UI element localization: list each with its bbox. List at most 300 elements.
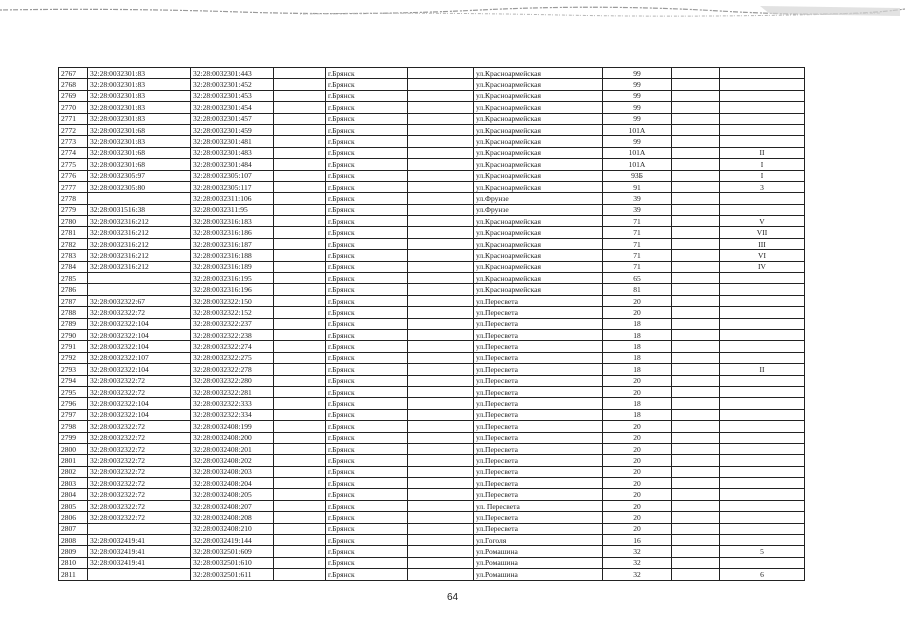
cell-row-number: 2772 [59, 124, 88, 135]
cell-row-number: 2789 [59, 318, 88, 329]
cell-street: ул.Пересвета [474, 329, 603, 340]
cell-street: ул.Пересвета [474, 341, 603, 352]
cell-row-number: 2768 [59, 79, 88, 90]
cell-house-number: 20 [603, 466, 672, 477]
cell-house-number: 65 [603, 273, 672, 284]
cell-blank-col-9 [672, 79, 720, 90]
cell-parcel-cadastral-number: 32:28:0032322:72 [88, 466, 191, 477]
table-row [59, 216, 805, 227]
cell-parcel-cadastral-number: 32:28:0032316:212 [88, 227, 191, 238]
cell-apartment [720, 102, 805, 113]
cell-parcel-cadastral-number: 32:28:0032419:41 [88, 546, 191, 557]
cell-apartment: I [720, 159, 805, 170]
cell-house-number: 16 [603, 535, 672, 546]
cell-object-cadastral-number: 32:28:0032501:610 [191, 557, 274, 568]
cell-apartment [720, 421, 805, 432]
cell-blank-col-6 [408, 124, 474, 135]
cell-blank-col-9 [672, 113, 720, 124]
cell-parcel-cadastral-number: 32:28:0032419:41 [88, 535, 191, 546]
cell-street: ул.Красноармейская [474, 79, 603, 90]
cell-blank-col-6 [408, 329, 474, 340]
cell-city: г.Брянск [326, 102, 408, 113]
cell-house-number: 93Б [603, 170, 672, 181]
cell-object-cadastral-number: 32:28:0032501:609 [191, 546, 274, 557]
cell-city: г.Брянск [326, 124, 408, 135]
cell-house-number: 71 [603, 227, 672, 238]
cell-apartment: I [720, 170, 805, 181]
cell-row-number: 2794 [59, 375, 88, 386]
cell-blank-col-6 [408, 398, 474, 409]
cell-blank-col-9 [672, 535, 720, 546]
cell-city: г.Брянск [326, 307, 408, 318]
cell-house-number: 20 [603, 523, 672, 534]
cell-object-cadastral-number: 32:28:0032305:107 [191, 170, 274, 181]
cell-blank-col-4 [274, 318, 326, 329]
cell-row-number: 2770 [59, 102, 88, 113]
cell-city: г.Брянск [326, 546, 408, 557]
cell-house-number: 32 [603, 557, 672, 568]
cell-parcel-cadastral-number: 32:28:0032301:83 [88, 113, 191, 124]
cell-blank-col-9 [672, 512, 720, 523]
cell-blank-col-4 [274, 159, 326, 170]
cell-blank-col-6 [408, 68, 474, 79]
cell-parcel-cadastral-number: 32:28:0032316:212 [88, 216, 191, 227]
table-row [59, 307, 805, 318]
page-number: 64 [446, 592, 459, 603]
table-row [59, 398, 805, 409]
cell-blank-col-4 [274, 421, 326, 432]
cell-blank-col-9 [672, 136, 720, 147]
cell-blank-col-9 [672, 295, 720, 306]
cell-house-number: 71 [603, 216, 672, 227]
cell-apartment [720, 489, 805, 500]
cell-row-number: 2791 [59, 341, 88, 352]
cell-house-number: 32 [603, 546, 672, 557]
cell-apartment [720, 535, 805, 546]
cell-house-number: 18 [603, 318, 672, 329]
cell-city: г.Брянск [326, 535, 408, 546]
cell-object-cadastral-number: 32:28:0032305:117 [191, 181, 274, 192]
cell-house-number: 18 [603, 352, 672, 363]
cell-house-number: 39 [603, 193, 672, 204]
cell-object-cadastral-number: 32:28:0032316:196 [191, 284, 274, 295]
cell-blank-col-9 [672, 216, 720, 227]
cell-city: г.Брянск [326, 386, 408, 397]
cell-blank-col-9 [672, 557, 720, 568]
cell-apartment [720, 466, 805, 477]
cell-row-number: 2810 [59, 557, 88, 568]
table-row [59, 500, 805, 511]
cell-row-number: 2769 [59, 90, 88, 101]
table-row [59, 364, 805, 375]
cell-house-number: 20 [603, 375, 672, 386]
table-row [59, 535, 805, 546]
cell-house-number: 71 [603, 238, 672, 249]
cell-city: г.Брянск [326, 193, 408, 204]
cell-blank-col-6 [408, 341, 474, 352]
table-row [59, 466, 805, 477]
cell-object-cadastral-number: 32:28:0032301:454 [191, 102, 274, 113]
cell-blank-col-6 [408, 204, 474, 215]
cell-house-number: 32 [603, 569, 672, 580]
cell-city: г.Брянск [326, 318, 408, 329]
cell-blank-col-9 [672, 386, 720, 397]
table-row [59, 102, 805, 113]
cell-object-cadastral-number: 32:28:0032301:481 [191, 136, 274, 147]
cell-blank-col-9 [672, 443, 720, 454]
cell-parcel-cadastral-number [88, 523, 191, 534]
cell-house-number: 20 [603, 500, 672, 511]
table-row [59, 273, 805, 284]
cell-row-number: 2782 [59, 238, 88, 249]
cell-street: ул.Пересвета [474, 489, 603, 500]
cell-blank-col-9 [672, 68, 720, 79]
cell-blank-col-9 [672, 227, 720, 238]
cell-blank-col-9 [672, 273, 720, 284]
cell-house-number: 20 [603, 455, 672, 466]
cell-city: г.Брянск [326, 284, 408, 295]
cell-parcel-cadastral-number: 32:28:0032322:104 [88, 341, 191, 352]
cell-city: г.Брянск [326, 569, 408, 580]
cell-blank-col-4 [274, 147, 326, 158]
cell-blank-col-4 [274, 432, 326, 443]
table-row [59, 147, 805, 158]
cell-blank-col-4 [274, 102, 326, 113]
cell-blank-col-6 [408, 159, 474, 170]
cell-parcel-cadastral-number: 32:28:0032301:68 [88, 159, 191, 170]
cell-blank-col-6 [408, 307, 474, 318]
cell-street: ул.Пересвета [474, 523, 603, 534]
cell-blank-col-6 [408, 113, 474, 124]
cell-house-number: 20 [603, 307, 672, 318]
cell-city: г.Брянск [326, 341, 408, 352]
cell-blank-col-9 [672, 147, 720, 158]
table-row [59, 68, 805, 79]
property-registry-table [58, 67, 805, 581]
cell-parcel-cadastral-number: 32:28:0032305:80 [88, 181, 191, 192]
cell-street: ул.Пересвета [474, 409, 603, 420]
cell-blank-col-4 [274, 79, 326, 90]
cell-blank-col-6 [408, 136, 474, 147]
cell-blank-col-4 [274, 273, 326, 284]
cell-blank-col-6 [408, 443, 474, 454]
cell-street: ул.Фрунзе [474, 193, 603, 204]
cell-blank-col-9 [672, 250, 720, 261]
cell-blank-col-4 [274, 443, 326, 454]
cell-blank-col-6 [408, 250, 474, 261]
cell-blank-col-9 [672, 398, 720, 409]
table-row [59, 90, 805, 101]
cell-city: г.Брянск [326, 295, 408, 306]
cell-row-number: 2797 [59, 409, 88, 420]
cell-blank-col-4 [274, 307, 326, 318]
cell-row-number: 2800 [59, 443, 88, 454]
cell-row-number: 2777 [59, 181, 88, 192]
cell-row-number: 2792 [59, 352, 88, 363]
cell-object-cadastral-number: 32:28:0032301:443 [191, 68, 274, 79]
table-row [59, 352, 805, 363]
cell-city: г.Брянск [326, 216, 408, 227]
cell-blank-col-6 [408, 409, 474, 420]
cell-object-cadastral-number: 32:28:0032408:203 [191, 466, 274, 477]
cell-apartment [720, 273, 805, 284]
cell-row-number: 2781 [59, 227, 88, 238]
cell-street: ул.Красноармейская [474, 159, 603, 170]
cell-apartment [720, 478, 805, 489]
cell-street: ул.Пересвета [474, 386, 603, 397]
cell-street: ул.Ромашина [474, 557, 603, 568]
cell-parcel-cadastral-number: 32:28:0032322:104 [88, 398, 191, 409]
cell-blank-col-4 [274, 90, 326, 101]
cell-street: ул.Пересвета [474, 512, 603, 523]
cell-street: ул.Пересвета [474, 352, 603, 363]
table-row [59, 204, 805, 215]
cell-city: г.Брянск [326, 478, 408, 489]
cell-blank-col-6 [408, 284, 474, 295]
cell-house-number: 20 [603, 295, 672, 306]
cell-house-number: 18 [603, 329, 672, 340]
cell-blank-col-4 [274, 124, 326, 135]
cell-row-number: 2808 [59, 535, 88, 546]
cell-row-number: 2787 [59, 295, 88, 306]
table-row [59, 250, 805, 261]
cell-blank-col-9 [672, 341, 720, 352]
cell-object-cadastral-number: 32:28:0032408:207 [191, 500, 274, 511]
cell-parcel-cadastral-number: 32:28:0032322:104 [88, 318, 191, 329]
cell-parcel-cadastral-number: 32:28:0032322:104 [88, 364, 191, 375]
cell-row-number: 2803 [59, 478, 88, 489]
cell-apartment [720, 523, 805, 534]
cell-blank-col-4 [274, 250, 326, 261]
cell-blank-col-9 [672, 489, 720, 500]
cell-object-cadastral-number: 32:28:0032316:186 [191, 227, 274, 238]
cell-parcel-cadastral-number: 32:28:0032322:72 [88, 386, 191, 397]
cell-object-cadastral-number: 32:28:0032322:274 [191, 341, 274, 352]
cell-blank-col-9 [672, 375, 720, 386]
cell-house-number: 20 [603, 478, 672, 489]
cell-city: г.Брянск [326, 329, 408, 340]
cell-blank-col-4 [274, 375, 326, 386]
cell-object-cadastral-number: 32:28:0032316:189 [191, 261, 274, 272]
cell-house-number: 101А [603, 124, 672, 135]
cell-parcel-cadastral-number: 32:28:0032316:212 [88, 250, 191, 261]
cell-row-number: 2771 [59, 113, 88, 124]
cell-apartment [720, 455, 805, 466]
cell-blank-col-4 [274, 329, 326, 340]
table-row [59, 227, 805, 238]
cell-city: г.Брянск [326, 500, 408, 511]
cell-row-number: 2795 [59, 386, 88, 397]
cell-blank-col-9 [672, 170, 720, 181]
cell-house-number: 99 [603, 113, 672, 124]
cell-row-number: 2799 [59, 432, 88, 443]
cell-city: г.Брянск [326, 523, 408, 534]
table-row [59, 386, 805, 397]
table-row [59, 79, 805, 90]
cell-apartment: 5 [720, 546, 805, 557]
cell-object-cadastral-number: 32:28:0032301:483 [191, 147, 274, 158]
cell-blank-col-4 [274, 557, 326, 568]
cell-house-number: 99 [603, 90, 672, 101]
cell-street: ул.Пересвета [474, 443, 603, 454]
cell-parcel-cadastral-number: 32:28:0032322:72 [88, 375, 191, 386]
cell-blank-col-6 [408, 489, 474, 500]
cell-apartment [720, 68, 805, 79]
cell-parcel-cadastral-number: 32:28:0032301:83 [88, 79, 191, 90]
cell-object-cadastral-number: 32:28:0032408:210 [191, 523, 274, 534]
cell-house-number: 20 [603, 489, 672, 500]
cell-blank-col-4 [274, 535, 326, 546]
table-row [59, 569, 805, 580]
cell-row-number: 2802 [59, 466, 88, 477]
cell-blank-col-6 [408, 466, 474, 477]
cell-city: г.Брянск [326, 489, 408, 500]
cell-object-cadastral-number: 32:28:0032301:459 [191, 124, 274, 135]
cell-house-number: 101А [603, 159, 672, 170]
cell-blank-col-4 [274, 238, 326, 249]
cell-street: ул.Красноармейская [474, 113, 603, 124]
cell-object-cadastral-number: 32:28:0032322:237 [191, 318, 274, 329]
cell-apartment [720, 329, 805, 340]
cell-parcel-cadastral-number: 32:28:0032322:67 [88, 295, 191, 306]
cell-city: г.Брянск [326, 375, 408, 386]
cell-blank-col-6 [408, 261, 474, 272]
cell-blank-col-9 [672, 124, 720, 135]
cell-object-cadastral-number: 32:28:0032311:95 [191, 204, 274, 215]
cell-house-number: 18 [603, 409, 672, 420]
cell-blank-col-4 [274, 193, 326, 204]
cell-parcel-cadastral-number: 32:28:0032322:72 [88, 512, 191, 523]
cell-blank-col-4 [274, 204, 326, 215]
cell-blank-col-6 [408, 90, 474, 101]
cell-house-number: 99 [603, 79, 672, 90]
cell-parcel-cadastral-number: 32:28:0032322:104 [88, 409, 191, 420]
cell-blank-col-4 [274, 546, 326, 557]
cell-parcel-cadastral-number: 32:28:0032322:72 [88, 307, 191, 318]
table-row [59, 193, 805, 204]
cell-parcel-cadastral-number [88, 569, 191, 580]
cell-house-number: 18 [603, 341, 672, 352]
cell-blank-col-9 [672, 90, 720, 101]
cell-parcel-cadastral-number: 32:28:0032419:41 [88, 557, 191, 568]
cell-object-cadastral-number: 32:28:0032322:152 [191, 307, 274, 318]
cell-blank-col-6 [408, 216, 474, 227]
table-row [59, 170, 805, 181]
cell-blank-col-4 [274, 352, 326, 363]
cell-blank-col-6 [408, 535, 474, 546]
cell-object-cadastral-number: 32:28:0032408:202 [191, 455, 274, 466]
cell-house-number: 99 [603, 68, 672, 79]
table-row [59, 261, 805, 272]
cell-apartment: III [720, 238, 805, 249]
cell-blank-col-4 [274, 216, 326, 227]
cell-street: ул.Гоголя [474, 535, 603, 546]
cell-object-cadastral-number: 32:28:0032322:280 [191, 375, 274, 386]
table-row [59, 341, 805, 352]
cell-apartment: IV [720, 261, 805, 272]
cell-apartment [720, 512, 805, 523]
cell-blank-col-9 [672, 102, 720, 113]
cell-parcel-cadastral-number: 32:28:0032316:212 [88, 261, 191, 272]
cell-blank-col-6 [408, 318, 474, 329]
table-row [59, 159, 805, 170]
cell-house-number: 18 [603, 398, 672, 409]
cell-apartment [720, 284, 805, 295]
cell-street: ул.Ромашина [474, 569, 603, 580]
cell-blank-col-4 [274, 227, 326, 238]
cell-blank-col-9 [672, 159, 720, 170]
cell-apartment [720, 318, 805, 329]
cell-street: ул.Пересвета [474, 466, 603, 477]
cell-blank-col-9 [672, 181, 720, 192]
table-row [59, 238, 805, 249]
cell-house-number: 20 [603, 386, 672, 397]
cell-apartment [720, 386, 805, 397]
cell-apartment [720, 90, 805, 101]
cell-city: г.Брянск [326, 68, 408, 79]
table-row [59, 284, 805, 295]
cell-blank-col-9 [672, 523, 720, 534]
cell-parcel-cadastral-number: 32:28:0032316:212 [88, 238, 191, 249]
cell-object-cadastral-number: 32:28:0032322:275 [191, 352, 274, 363]
cell-blank-col-6 [408, 273, 474, 284]
cell-street: ул.Пересвета [474, 364, 603, 375]
cell-city: г.Брянск [326, 398, 408, 409]
cell-blank-col-6 [408, 421, 474, 432]
cell-blank-col-9 [672, 284, 720, 295]
cell-parcel-cadastral-number: 32:28:0032322:72 [88, 478, 191, 489]
cell-blank-col-9 [672, 238, 720, 249]
cell-row-number: 2804 [59, 489, 88, 500]
cell-row-number: 2807 [59, 523, 88, 534]
cell-blank-col-9 [672, 261, 720, 272]
cell-city: г.Брянск [326, 512, 408, 523]
cell-object-cadastral-number: 32:28:0032408:199 [191, 421, 274, 432]
cell-row-number: 2793 [59, 364, 88, 375]
cell-house-number: 99 [603, 102, 672, 113]
cell-street: ул.Красноармейская [474, 68, 603, 79]
cell-row-number: 2784 [59, 261, 88, 272]
cell-object-cadastral-number: 32:28:0032316:188 [191, 250, 274, 261]
cell-blank-col-6 [408, 352, 474, 363]
cell-apartment [720, 113, 805, 124]
cell-blank-col-9 [672, 409, 720, 420]
cell-street: ул.Пересвета [474, 307, 603, 318]
cell-blank-col-4 [274, 512, 326, 523]
cell-blank-col-6 [408, 432, 474, 443]
cell-city: г.Брянск [326, 147, 408, 158]
cell-parcel-cadastral-number: 32:28:0032322:72 [88, 489, 191, 500]
table-row [59, 375, 805, 386]
table-row [59, 318, 805, 329]
cell-street: ул.Красноармейская [474, 261, 603, 272]
cell-street: ул.Пересвета [474, 295, 603, 306]
cell-parcel-cadastral-number: 32:28:0031516:38 [88, 204, 191, 215]
cell-object-cadastral-number: 32:28:0032408:204 [191, 478, 274, 489]
cell-city: г.Брянск [326, 557, 408, 568]
cell-parcel-cadastral-number: 32:28:0032322:72 [88, 500, 191, 511]
cell-apartment: 6 [720, 569, 805, 580]
cell-blank-col-4 [274, 364, 326, 375]
cell-apartment [720, 136, 805, 147]
cell-city: г.Брянск [326, 455, 408, 466]
cell-row-number: 2796 [59, 398, 88, 409]
cell-blank-col-4 [274, 341, 326, 352]
cell-row-number: 2806 [59, 512, 88, 523]
cell-street: ул.Пересвета [474, 455, 603, 466]
cell-blank-col-4 [274, 466, 326, 477]
cell-blank-col-6 [408, 147, 474, 158]
